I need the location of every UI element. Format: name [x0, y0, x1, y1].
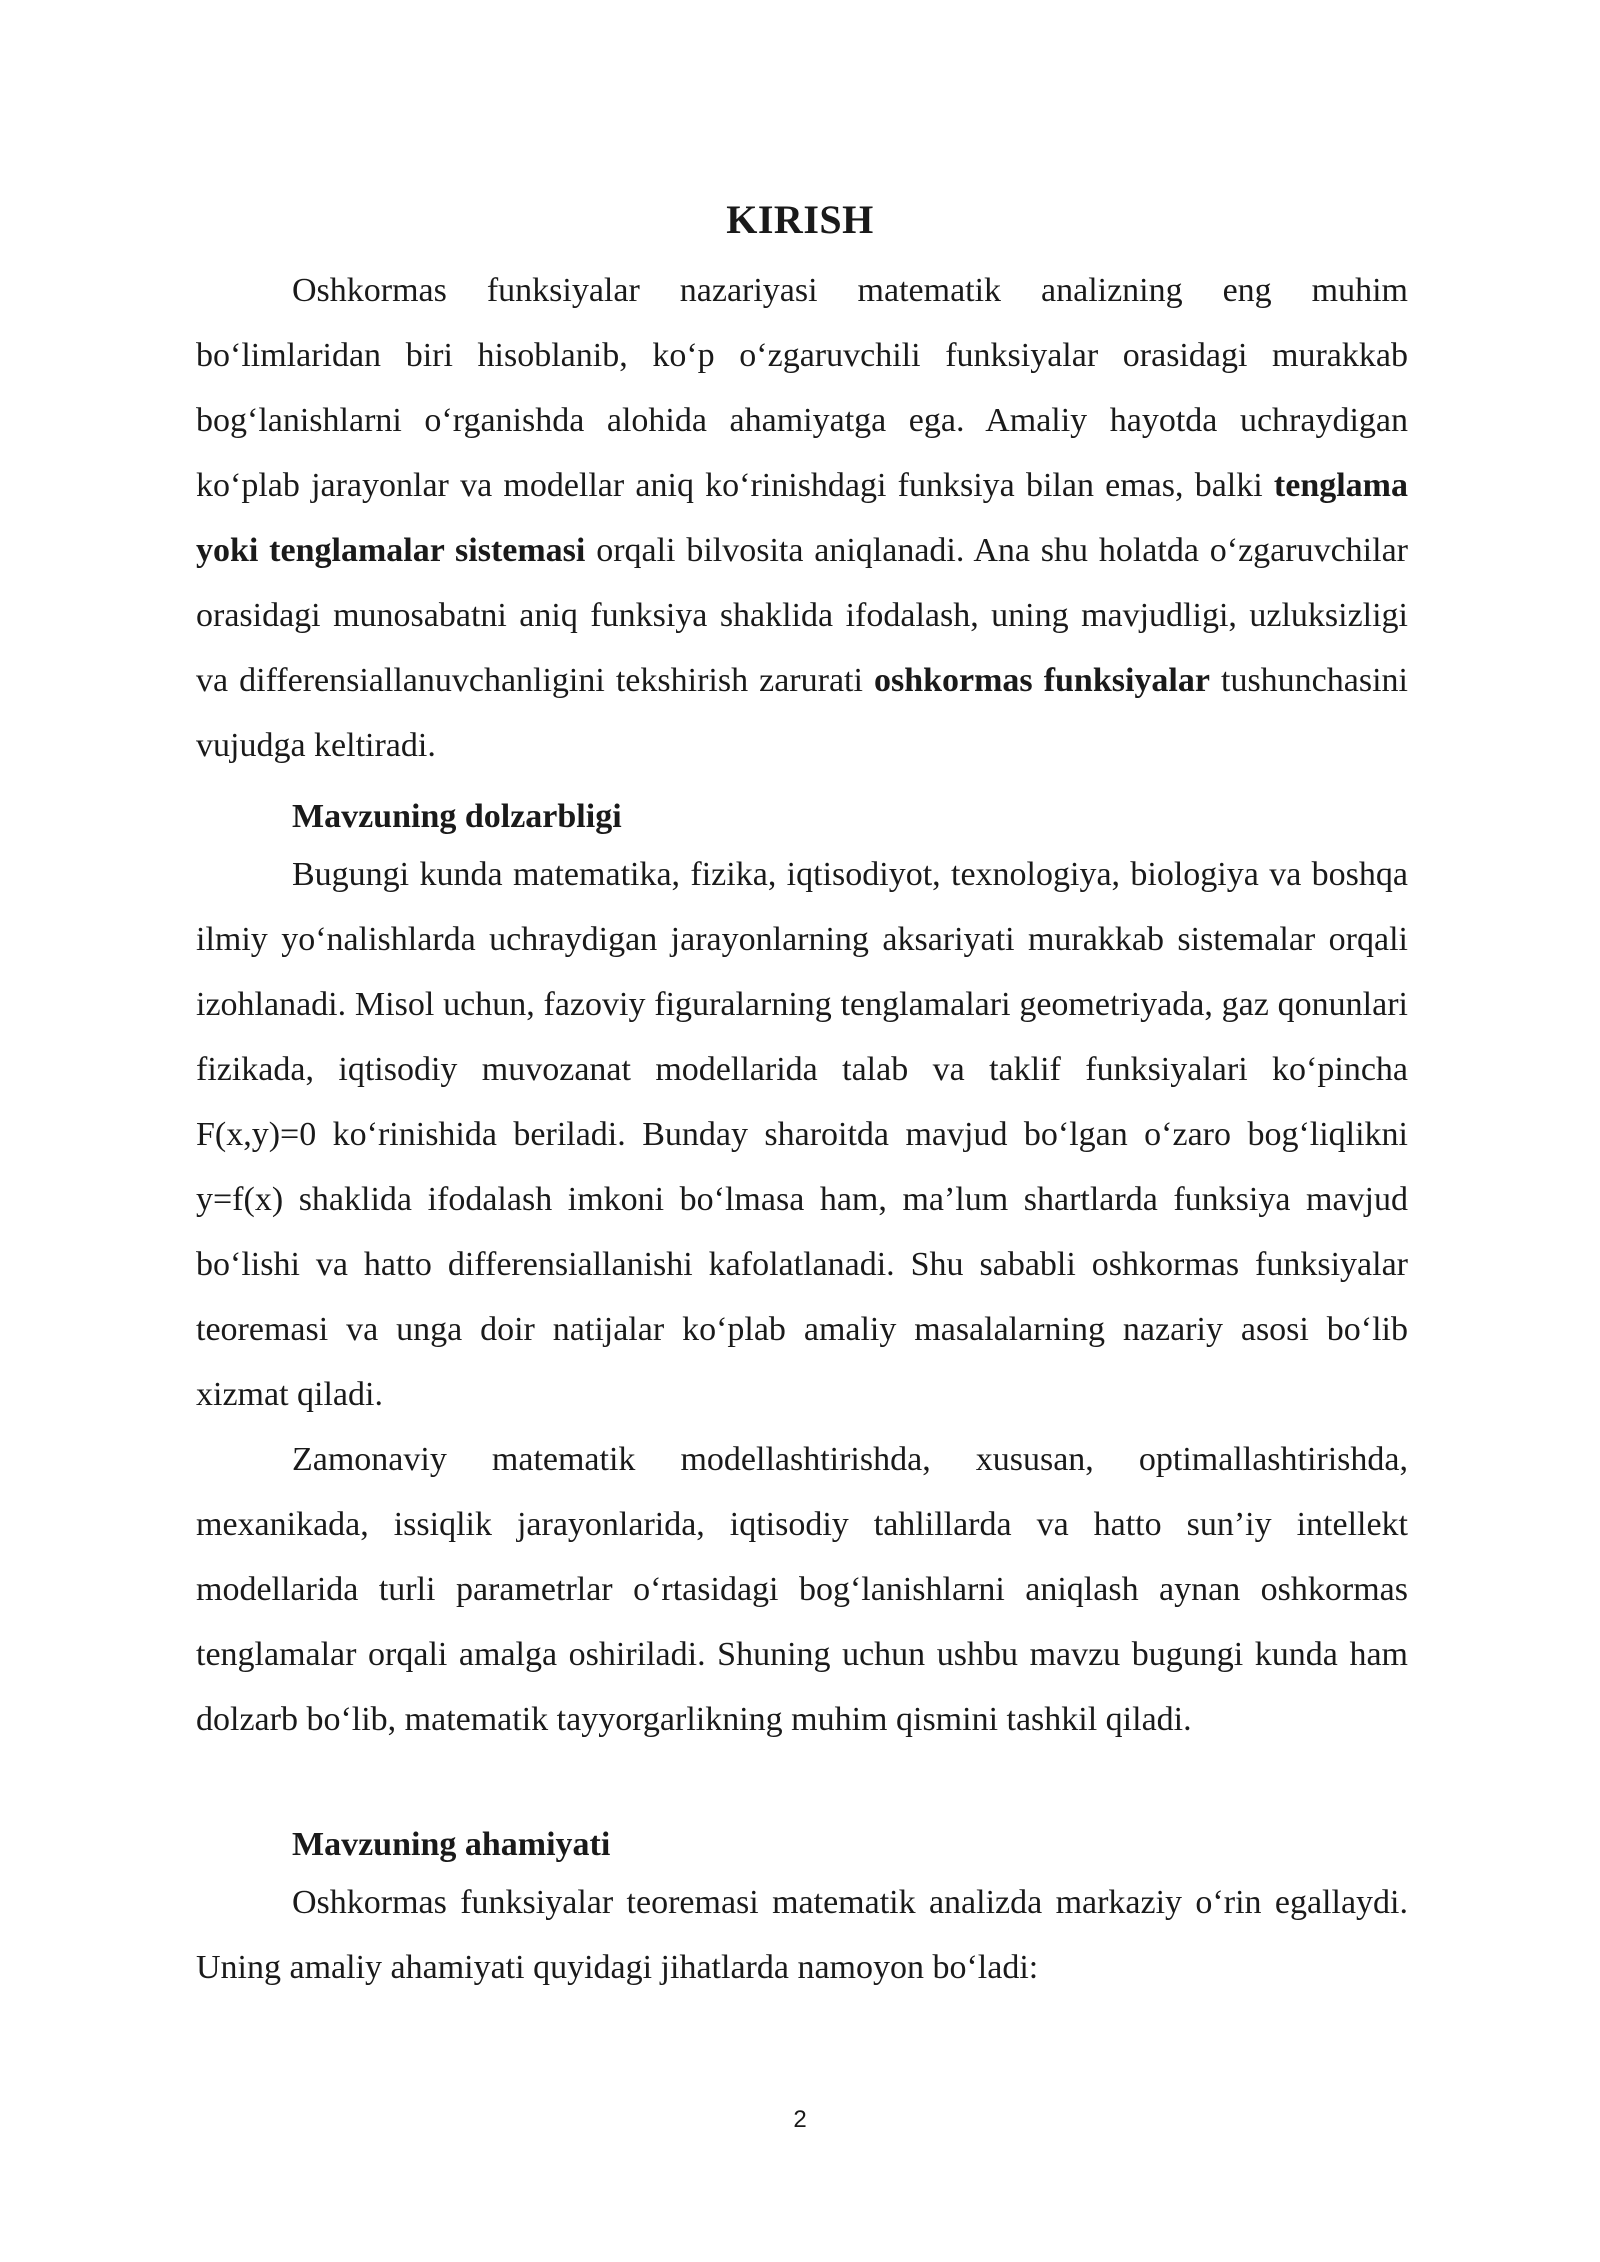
- intro-bold-term-system: tenglama yoki tenglamalar sistemasi: [196, 467, 1408, 569]
- relevance-paragraph-1: Bugungi kunda matematika, fizika, iqtisodiyot, texnologiya, biologiya va boshqa ilmiy yo‘nalishlarda uchraydigan jarayonlarning aksariyati murakkab sistemalar orqali izohlanadi. Misol uchun, fazoviy figuralarning tenglamalari geometriyada, gaz qonunlari fizikada, iqtisodiy muvozanat modellarida talab va taklif funksiyalari ko‘pincha F(x,y)=0 ko‘rinishida beriladi. Bunday sharoitda mavjud bo‘lgan o‘zaro bog‘liqlikni y=f(x) shaklida ifodalash imkoni bo‘lmasa ham, ma’lum shartlarda funksiya mavjud bo‘lishi va hatto differensiallanishi kafolatlanadi. Shu sababli oshkormas funksiyalar teoremasi va unga doir natijalar ko‘plab amaliy masalalarning nazariy asosi bo‘lib xizmat qiladi.: [196, 856, 1408, 1413]
- intro-text-part-1: Oshkormas funksiyalar nazariyasi matematik analizning eng muhim bo‘limlaridan biri hisoblanib, ko‘p o‘zgaruvchili funksiyalar orasidagi murakkab bog‘lanishlarni o‘rganishda alohida ahamiyatga ega. Amaliy hayotda uchraydigan ko‘plab jarayonlar va modellar aniq ko‘rinishdagi funksiya bilan emas, balki: [196, 272, 1408, 504]
- intro-paragraph: [196, 258, 1408, 778]
- relevance-paragraph-2: Zamonaviy matematik modellashtirishda, xususan, optimallashtirishda, mexanikada, issiqlik jarayonlarida, iqtisodiy tahlillarda va hatto sun’iy intellekt modellarida turli parametrlar o‘rtasidagi bog‘lanishlarni aniqlash aynan oshkormas tenglamalar orqali amalga oshiriladi. Shuning uchun ushbu mavzu bugungi kunda ham dolzarb bo‘lib, matematik tayyorgarlikning muhim qismini tashkil qiladi.: [196, 1441, 1408, 1738]
- relevance-heading: Mavzuning dolzarbligi: [292, 798, 622, 835]
- relevance-section: [196, 792, 1408, 1752]
- intro-text-part-2: orqali bilvosita aniqlanadi. Ana shu holatda o‘zgaruvchilar orasidagi munosabatni aniq funksiya shaklida ifodalash, uning mavjudligi, uzluksizligi va differensiallanuvchanligini tekshirish zarurati: [196, 532, 1408, 699]
- importance-section: [196, 1820, 1408, 2000]
- intro-text-part-3: tushunchasini vujudga keltiradi.: [196, 662, 1408, 764]
- intro-section: [196, 258, 1408, 778]
- page-title: KIRISH: [726, 197, 874, 242]
- intro-bold-term-implicit: oshkormas funksiyalar: [873, 662, 1210, 699]
- importance-paragraph: Oshkormas funksiyalar teoremasi matematik analizda markaziy o‘rin egallaydi. Uning amaliy ahamiyati quyidagi jihatlarda namoyon bo‘ladi:: [196, 1884, 1408, 1986]
- importance-heading: Mavzuning ahamiyati: [292, 1826, 611, 1863]
- page-number: 2: [793, 2106, 807, 2133]
